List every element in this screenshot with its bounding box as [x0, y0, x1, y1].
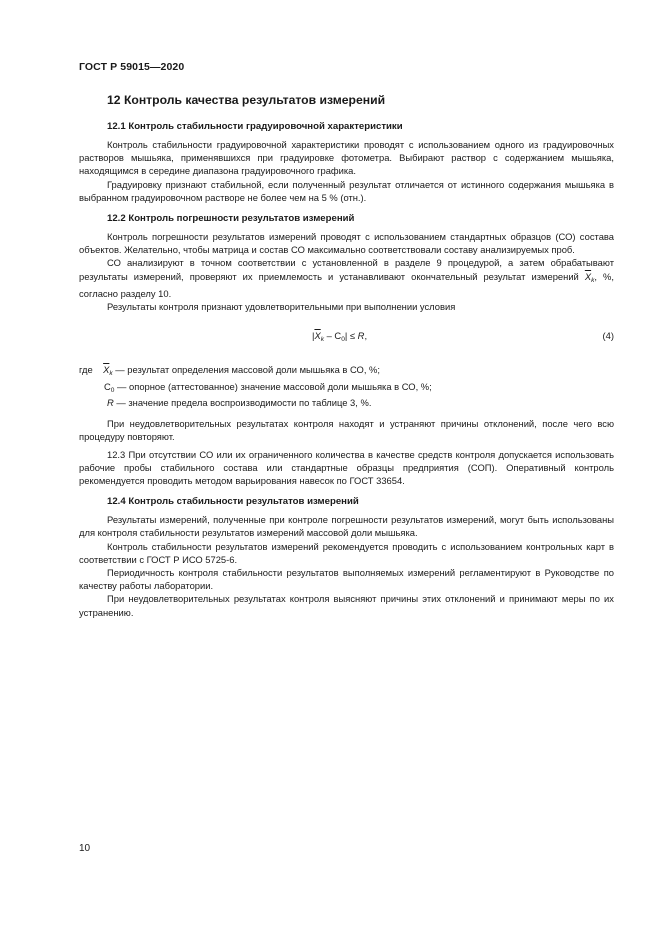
formula-legend	[79, 363, 614, 417]
subsection-12-2-title: 12.2 Контроль погрешности результатов измерений	[107, 213, 355, 225]
formula-expression: $|\overline{X}_k - C_0| \le R$,	[312, 330, 368, 344]
paragraph: При неудовлетворительных результатах контроля находят и устраняют причины отклонений, после чего всю процедуру повторяют.	[79, 418, 614, 443]
paragraph: При неудовлетворительных результатах контроля выясняют причины этих отклонений и принимают меры по их устранению.	[79, 593, 614, 618]
document-body	[79, 92, 614, 619]
paragraph: Периодичность контроля стабильности результатов выполняемых измерений регламентируют в Руководстве по качеству работы лаборатории.	[79, 567, 614, 592]
paragraph: Контроль стабильности градуировочной характеристики проводят с использованием одного из градуировочных растворов мышьяка, применявшихся при градуировке фотометра. Выбирают раствор с содержанием мышьяка, находящимся в середине диапазона градуировочного графика.	[79, 139, 614, 177]
document-header: ГОСТ Р 59015—2020	[79, 61, 185, 73]
formula-number: (4)	[602, 330, 614, 342]
legend-row-c0: $C_0$ — опорное (аттестованное) значение массовой доли мышьяка в СО, %;	[104, 381, 432, 395]
paragraph: Контроль погрешности результатов измерений проводят с использованием стандартных образцов (СО) состава объектов. Желательно, чтобы матрица и состав СО максимально соответствовали составу анализируемых проб.	[79, 231, 614, 256]
legend-row-x: где $\overline{X}_k$ — результат определения массовой доли мышьяка в СО, %;	[79, 364, 380, 378]
page-number: 10	[79, 843, 91, 854]
subsection-12-4-title: 12.4 Контроль стабильности результатов измерений	[107, 496, 359, 508]
paragraph: Результаты измерений, полученные при контроле погрешности результатов измерений, могут быть использованы для контроля стабильности результатов измерений массовой доли мышьяка.	[79, 514, 614, 539]
paragraph: Контроль стабильности результатов измерений рекомендуется проводить с использованием контрольных карт в соответствии с ГОСТ Р ИСО 5725-6.	[79, 540, 614, 565]
legend-row-r: R — значение предела воспроизводимости по таблице 3, %.	[107, 397, 372, 409]
paragraph: Градуировку признают стабильной, если полученный результат отличается от истинного содержания мышьяка в выбранном градуировочном растворе не более чем на 5 % (отн.).	[79, 178, 614, 203]
section-title: 12 Контроль качества результатов измерений	[107, 93, 386, 107]
paragraph: Результаты контроля признают удовлетворительными при выполнении условия	[107, 301, 456, 313]
paragraph-12-3: 12.3 При отсутствии СО или их ограниченного количества в качестве средств контроля допускается использовать рабочие пробы стабильного состава или стандартные образцы предприятия (СОП). Оперативный контроль рекомендуется проводить методом варьирования навесок по ГОСТ 33654.	[79, 448, 614, 487]
formula-4	[79, 315, 614, 363]
paragraph: СО анализируют в точном соответствии с установленной в разделе 9 процедурой, а затем обрабатывают результаты измерений, проверяют их приемлемость и устанавливают окончательный результат измерений $\overline{X}_k$, %, согласно разделу 10.	[79, 257, 614, 299]
subsection-12-1-title: 12.1 Контроль стабильности градуировочной характеристики	[107, 121, 403, 132]
